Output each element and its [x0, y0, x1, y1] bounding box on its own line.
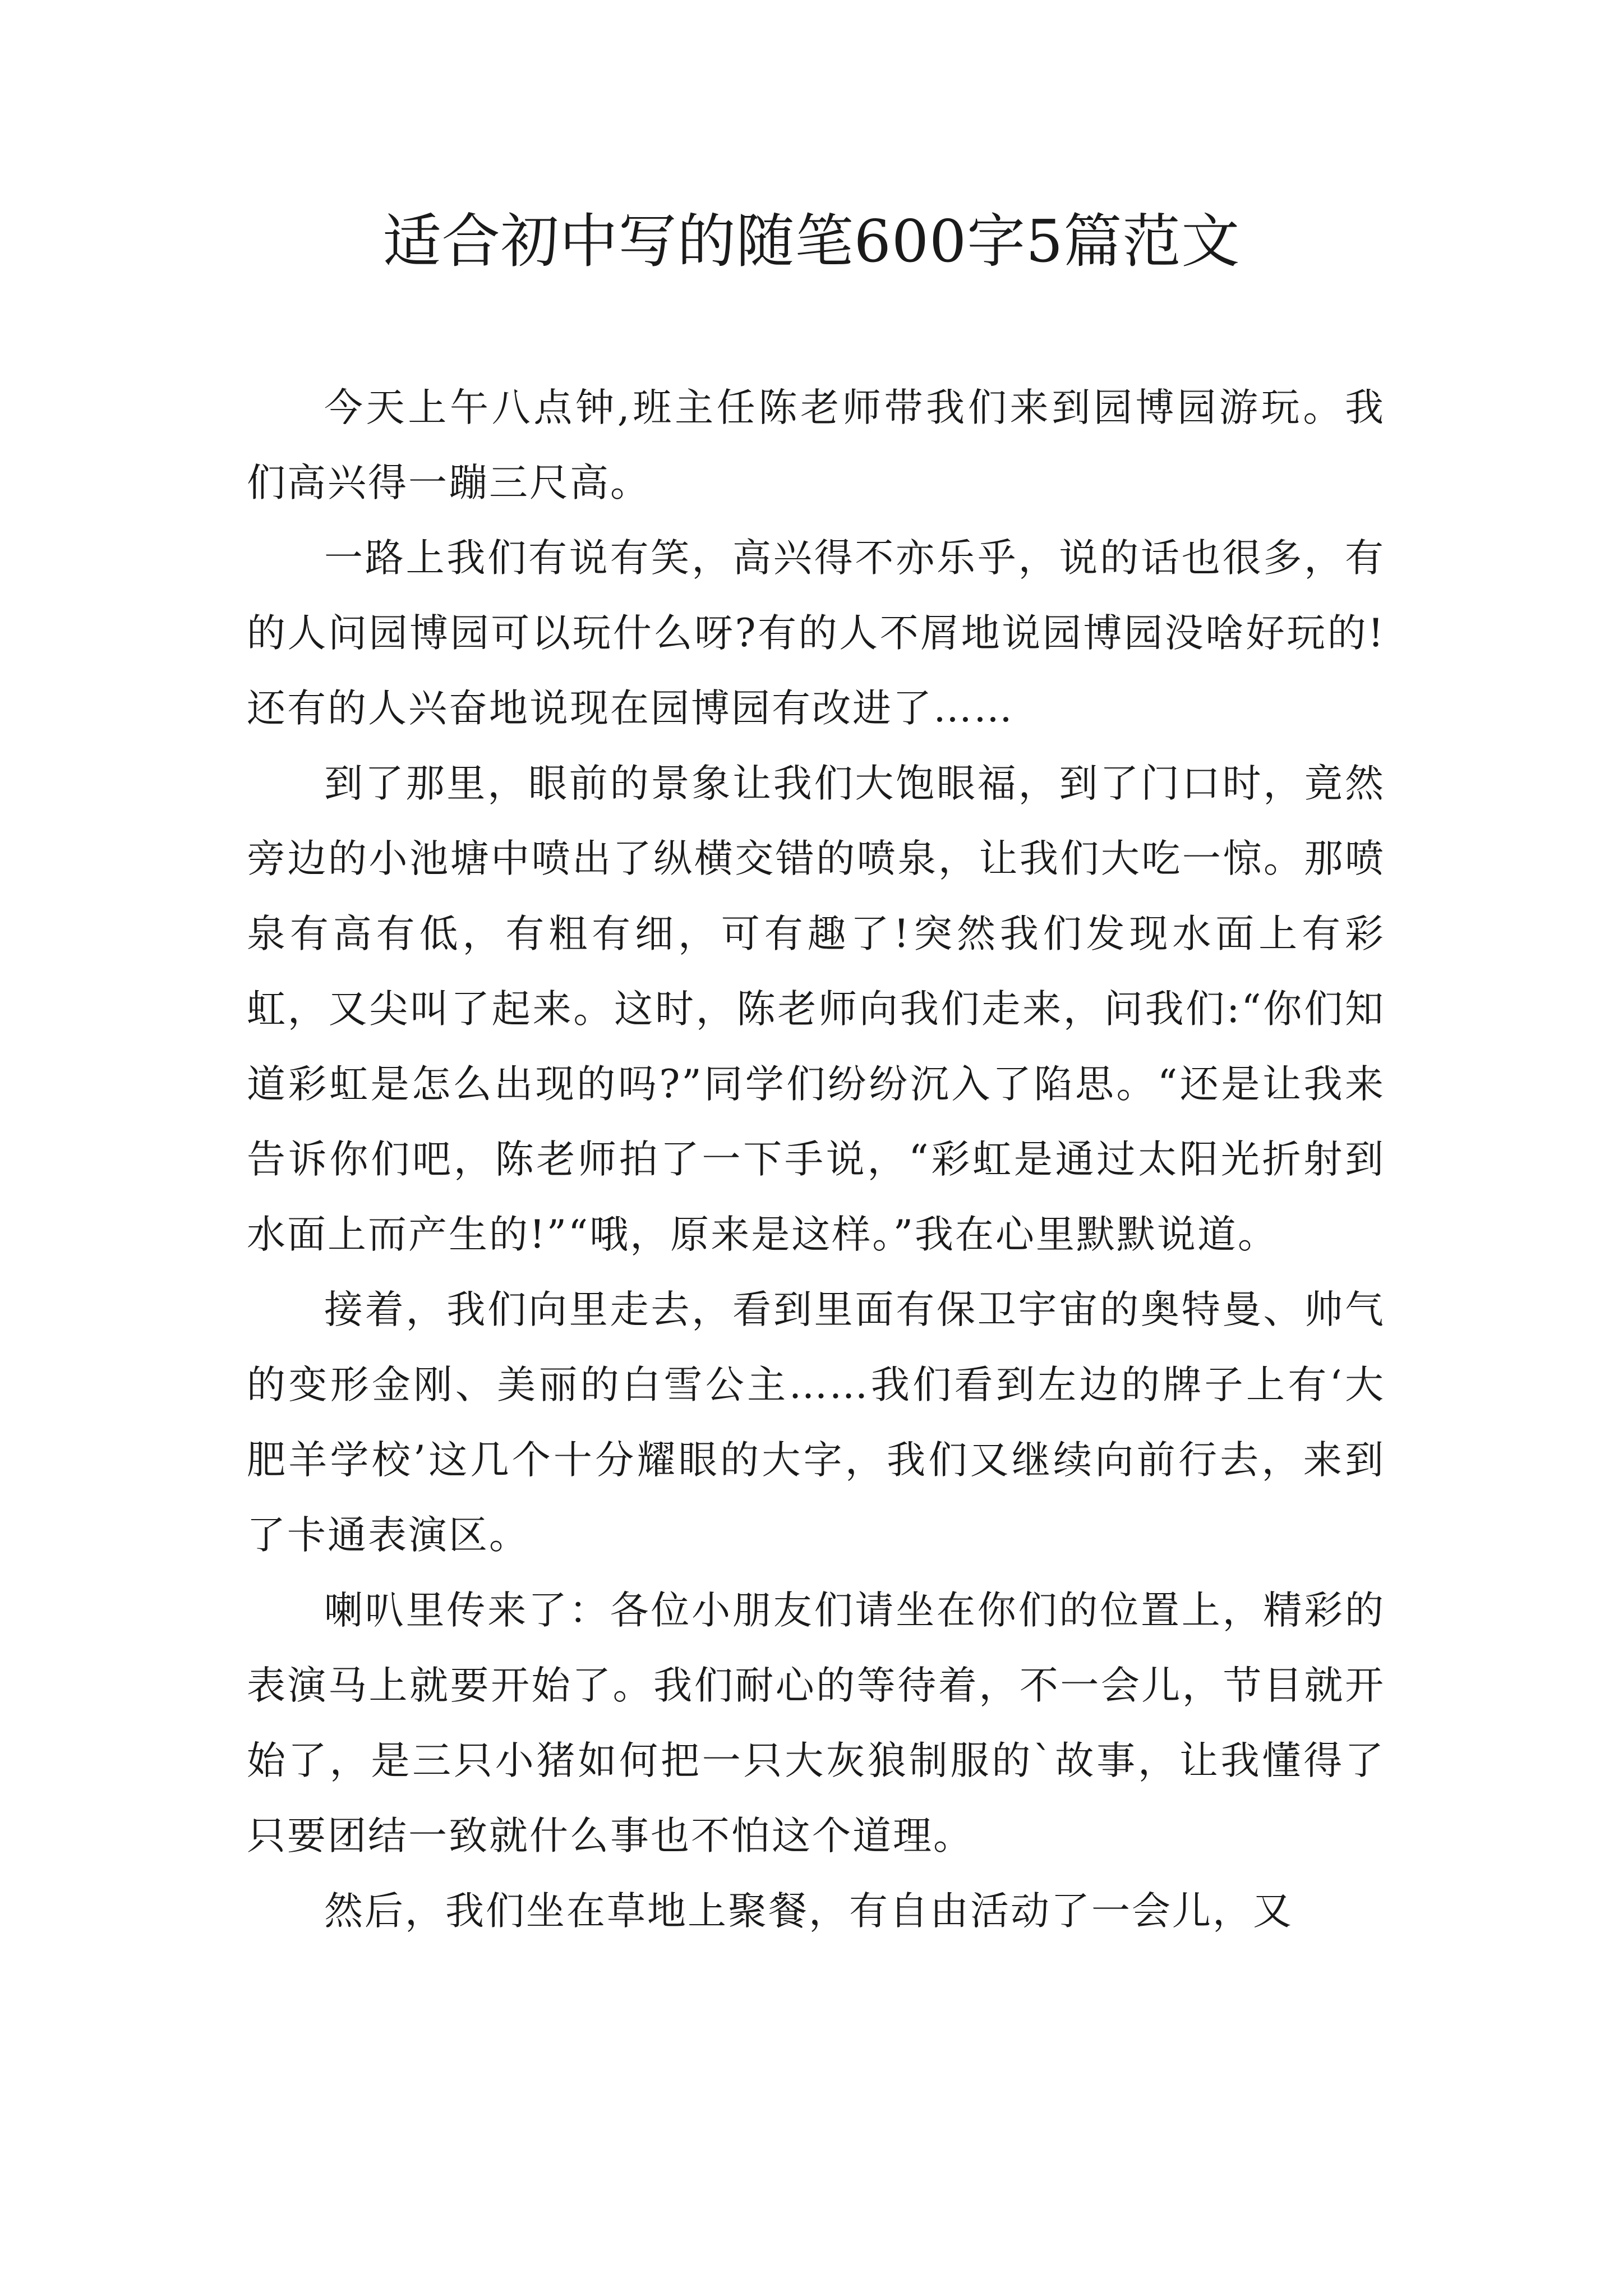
paragraph: 喇叭里传来了：各位小朋友们请坐在你们的位置上，精彩的表演马上就要开始了。我们耐心的等待着，不一会儿，节目就开始了，是三只小猪如何把一只大灰狼制服的`故事，让我懂得了只要团结一致就什么事也不怕这个道理。: [247, 1588, 1385, 1858]
paragraph: 一路上我们有说有笑，高兴得不亦乐乎，说的话也很多，有的人问园博园可以玩什么呀?有的人不屑地说园博园没啥好玩的!还有的人兴奋地说现在园博园有改进了……: [247, 536, 1385, 731]
document-title: 适合初中写的随笔600字5篇范文: [382, 207, 1241, 275]
document-body: [247, 370, 1385, 1949]
paragraph: 接着，我们向里走去，看到里面有保卫宇宙的奥特曼、帅气的变形金刚、美丽的白雪公主……我们看到左边的牌子上有‘大肥羊学校’这几个十分耀眼的大字，我们又继续向前行去，来到了卡通表演区。: [247, 1287, 1385, 1558]
paragraph: 然后，我们坐在草地上聚餐，有自由活动了一会儿，又: [324, 1889, 1293, 1934]
paragraph: 到了那里，眼前的景象让我们大饱眼福，到了门口时，竟然旁边的小池塘中喷出了纵横交错的喷泉，让我们大吃一惊。那喷泉有高有低，有粗有细，可有趣了!突然我们发现水面上有彩虹，又尖叫了起来。这时，陈老师向我们走来，问我们:“你们知道彩虹是怎么出现的吗?”同学们纷纷沉入了陷思。“还是让我来告诉你们吧，陈老师拍了一下手说，“彩虹是通过太阳光折射到水面上而产生的!”“哦，原来是这样。”我在心里默默说道。: [247, 761, 1385, 1257]
paragraph: 今天上午八点钟,班主任陈老师带我们来到园博园游玩。我们高兴得一蹦三尺高。: [247, 385, 1385, 505]
